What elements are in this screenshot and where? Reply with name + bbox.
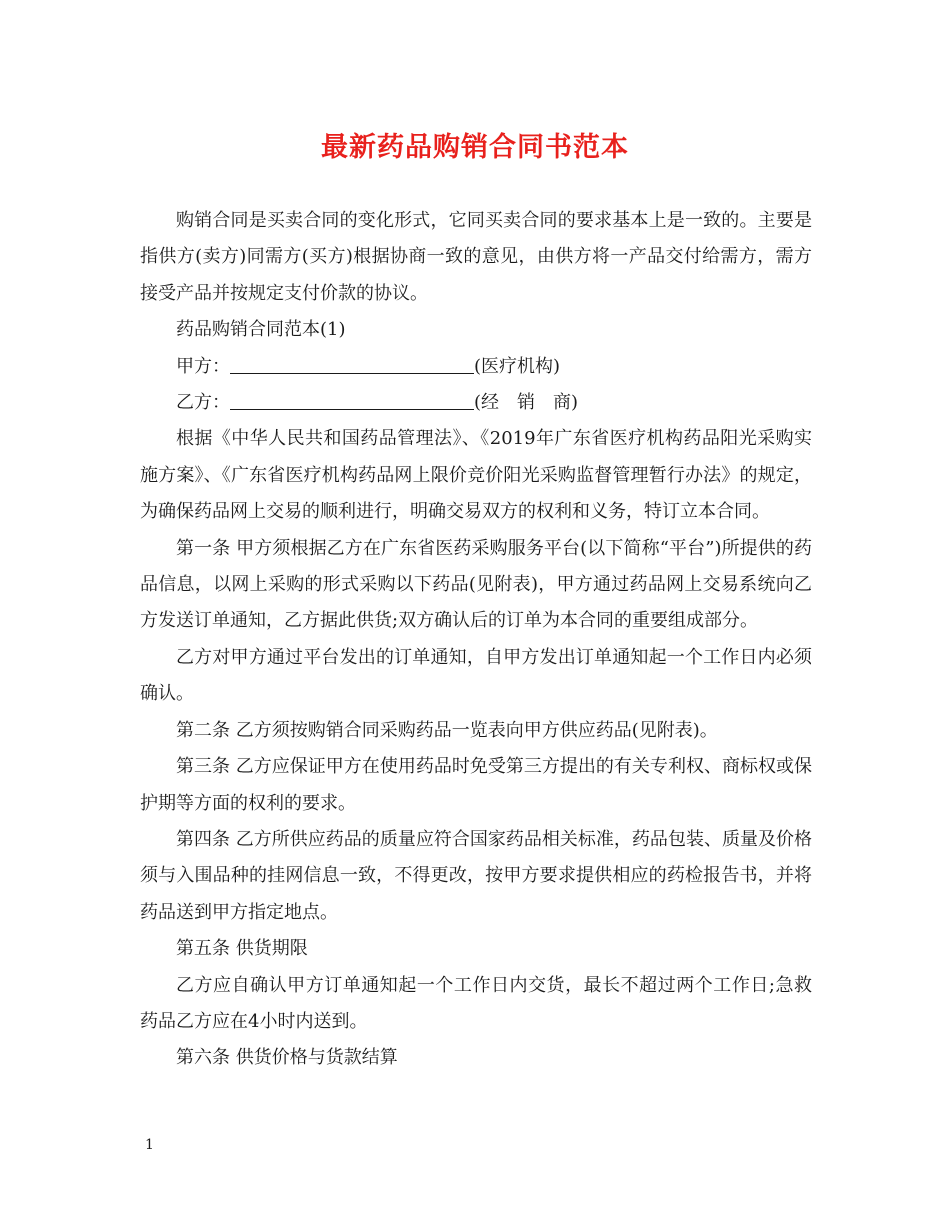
- party-b-blank: [230, 389, 474, 410]
- paragraph-article-1: 第一条 甲方须根据乙方在广东省医药采购服务平台(以下简称“平台”)所提供的药品信息，以网上采购的形式采购以下药品(见附表)，甲方通过药品网上交易系统向乙方发送订单通知，乙方据此供货;双方确认后的订单为本合同的重要组成部分。: [140, 537, 812, 632]
- page-number: 1: [145, 1137, 154, 1153]
- article-5-heading: 第五条 供货期限: [176, 938, 308, 960]
- paragraph-intro: 购销合同是买卖合同的变化形式，它同买卖合同的要求基本上是一致的。主要是指供方(卖方)同需方(买方)根据协商一致的意见，由供方将一产品交付给需方，需方接受产品并按规定支付价款的协议。: [140, 210, 812, 304]
- sample-heading: 药品购销合同范本(1): [176, 319, 346, 341]
- party-b-label: 乙方：: [176, 392, 230, 414]
- party-a-role: (医疗机构): [474, 355, 561, 377]
- document-body: [140, 203, 812, 1077]
- paragraph-article-5-body: 乙方应自确认甲方订单通知起一个工作日内交货，最长不超过两个工作日;急救药品乙方应在4小时内送到。: [140, 974, 812, 1032]
- party-b-role: (经 销 商): [474, 392, 579, 414]
- paragraph-preamble: 根据《中华人民共和国药品管理法》、《2019年广东省医疗机构药品阳光采购实施方案》、《广东省医疗机构药品网上限价竞价阳光采购监督管理暂行办法》的规定，为确保药品网上交易的顺利进行，明确交易双方的权利和义务，特订立本合同。: [140, 428, 812, 523]
- article-6-heading: 第六条 供货价格与货款结算: [176, 1047, 398, 1069]
- party-a-line: [140, 349, 812, 385]
- paragraph-article-3: 第三条 乙方应保证甲方在使用药品时免受第三方提出的有关专利权、商标权或保护期等方面的权利的要求。: [140, 756, 812, 814]
- paragraph-article-1-confirm: 乙方对甲方通过平台发出的订单通知，自甲方发出订单通知起一个工作日内必须确认。: [140, 646, 812, 705]
- party-b-line: [140, 385, 812, 421]
- document-title: 最新药品购销合同书范本: [321, 132, 629, 163]
- paragraph-article-4: 第四条 乙方所供应药品的质量应符合国家药品相关标准，药品包装、质量及价格须与入围品种的挂网信息一致，不得更改，按甲方要求提供相应的药检报告书，并将药品送到甲方指定地点。: [140, 828, 812, 923]
- party-a-blank: [230, 353, 474, 374]
- paragraph-article-2: 第二条 乙方须按购销合同采购药品一览表向甲方供应药品(见附表)。: [176, 719, 718, 741]
- party-a-label: 甲方：: [176, 355, 230, 377]
